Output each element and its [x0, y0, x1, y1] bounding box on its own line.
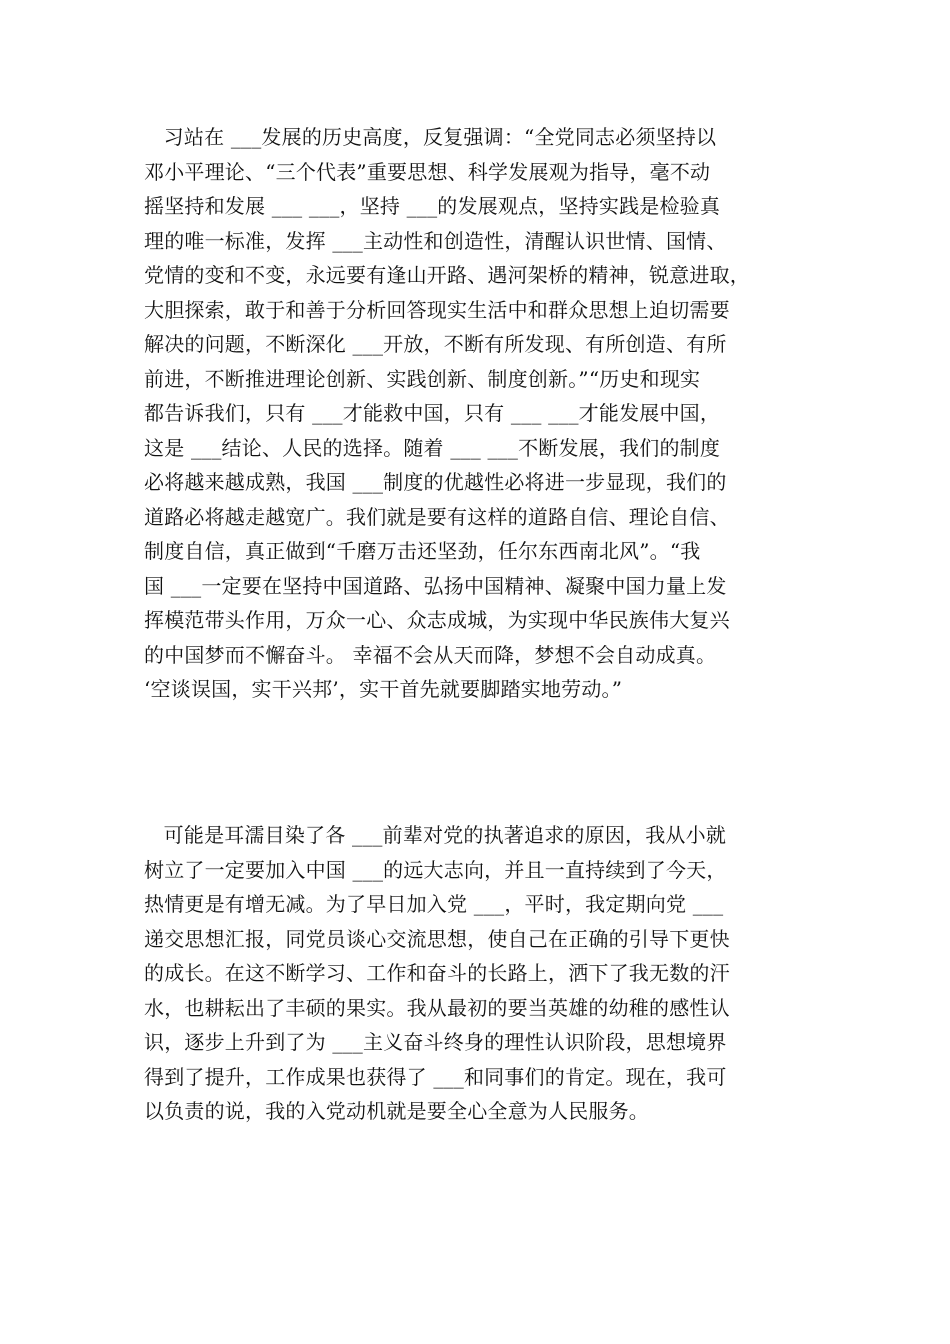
- text-line: 得到了提升，工作成果也获得了 ___和同事们的肯定。现在，我可: [144, 1064, 727, 1089]
- text-line: 习站在 ___发展的历史高度，反复强调：“全党同志必须坚持以: [144, 125, 717, 149]
- text-line: 热情更是有增无减。为了早日加入党 ___，平时，我定期向党 ___: [144, 892, 724, 916]
- text-line: 摇坚持和发展 ___ ___，坚持 ___的发展观点，坚持实践是检验真: [144, 194, 721, 218]
- paragraph: [144, 818, 814, 1129]
- text-line: 以负责的说，我的入党动机就是要全心全意为人民服务。: [144, 1099, 649, 1123]
- text-line: 前进，不断推进理论创新、实践创新、制度创新。”“历史和现实: [144, 366, 701, 391]
- text-line: 大胆探索，敢于和善于分析回答现实生活中和群众思想上迫切需要: [144, 297, 730, 322]
- text-line: 解决的问题，不断深化 ___开放，不断有所发现、有所创造、有所: [144, 332, 727, 356]
- text-line: 的成长。在这不断学习、工作和奋斗的长路上，洒下了我无数的汗: [144, 961, 730, 985]
- text-line: 递交思想汇报，同党员谈心交流思想，使自己在正确的引导下更快: [144, 926, 730, 951]
- paragraph: [144, 120, 814, 707]
- text-line: 国 ___一定要在坚持中国道路、弘扬中国精神、凝聚中国力量上发: [144, 573, 727, 598]
- text-line: 水，也耕耘出了丰硕的果实。我从最初的要当英雄的幼稚的感性认: [144, 995, 730, 1020]
- text-line: 都告诉我们，只有 ___才能救中国，只有 ___ ___才能发展中国，: [144, 401, 721, 425]
- text-line: 树立了一定要加入中国 ___的远大志向，并且一直持续到了今天，: [144, 857, 727, 882]
- text-line: 可能是耳濡目染了各 ___前辈对党的执著追求的原因，我从小就: [144, 823, 727, 847]
- text-line: ‘空谈误国，实干兴邦’，实干首先就要脚踏实地劳动。”: [144, 677, 623, 701]
- text-line: 理的唯一标准，发挥 ___主动性和创造性，清醒认识世情、国情、: [144, 228, 727, 253]
- text-line: 制度自信，真正做到“千磨万击还坚劲，任尔东西南北风”。“我: [144, 539, 701, 563]
- text-line: 邓小平理论、“三个代表”重要思想、科学发展观为指导，毫不动: [144, 159, 711, 184]
- text-line: 必将越来越成熟，我国 ___制度的优越性必将进一步显现，我们的: [144, 470, 727, 494]
- text-line: 道路必将越走越宽广。我们就是要有这样的道路自信、理论自信、: [144, 504, 730, 529]
- text-line: 识，逐步上升到了为 ___主义奋斗终身的理性认识阶段，思想境界: [144, 1030, 727, 1054]
- text-line: 党情的变和不变，永远要有逢山开路、遇河架桥的精神，锐意进取，: [144, 263, 750, 287]
- text-line: 这是 ___结论、人民的选择。随着 ___ ___不断发展，我们的制度: [144, 435, 721, 460]
- text-line: 的中国梦而不懈奋斗。 幸福不会从天而降，梦想不会自动成真。: [144, 642, 717, 667]
- text-line: 挥模范带头作用，万众一心、众志成城，为实现中华民族伟大复兴: [144, 608, 730, 632]
